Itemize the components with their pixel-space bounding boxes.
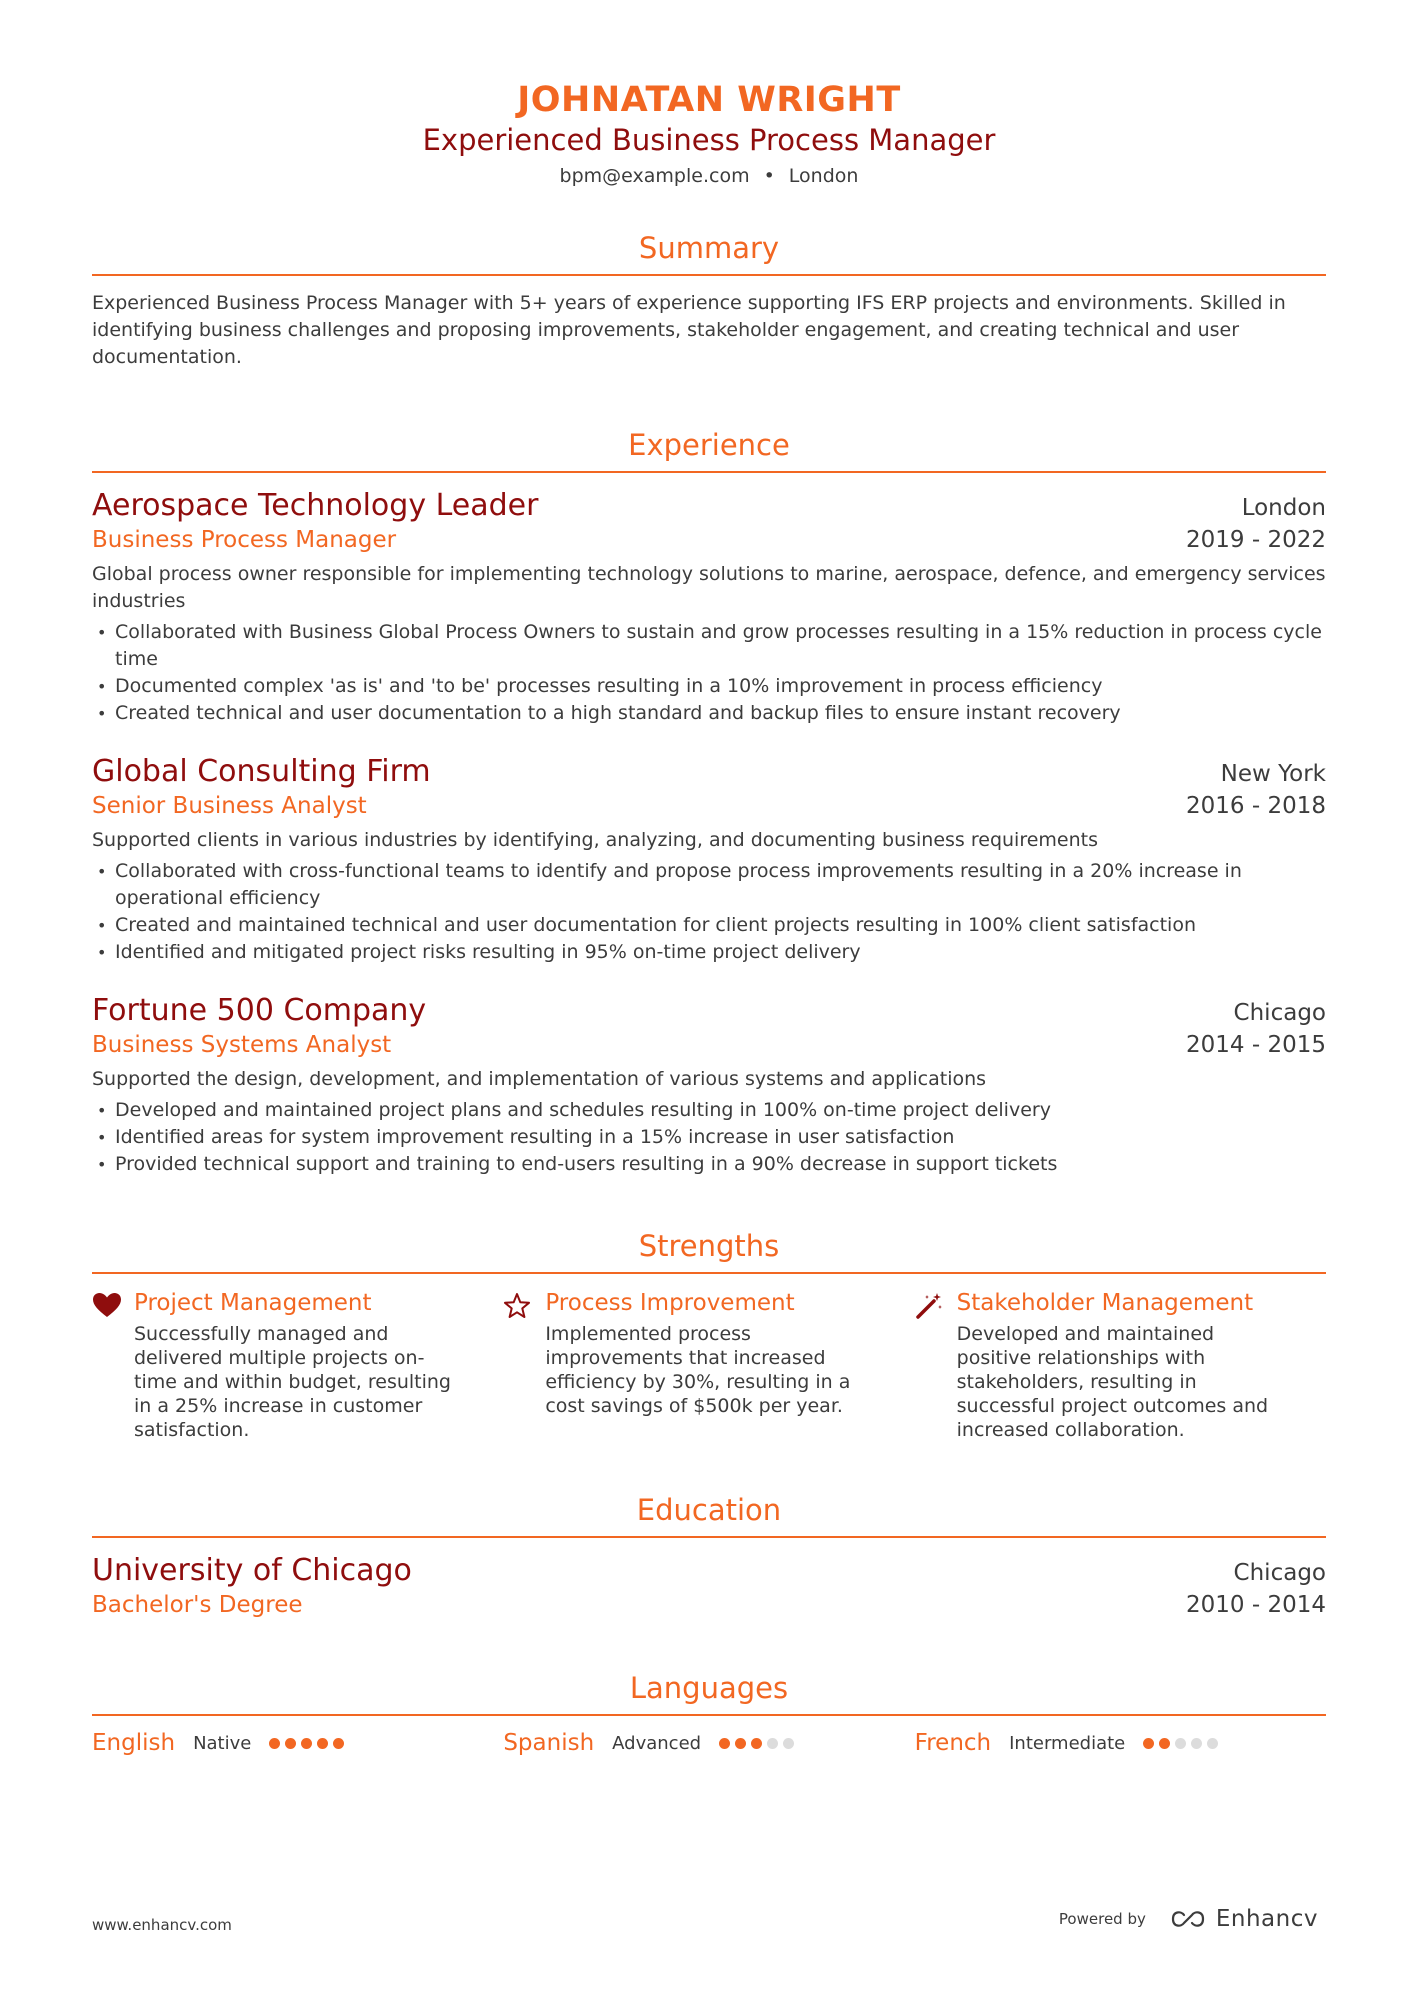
education-section [92, 1492, 1326, 1620]
rating-dot-filled [1159, 1738, 1170, 1749]
job-location: London [1241, 495, 1326, 521]
job-bullet: • Created and maintained technical and user documentation for client projects resulting in 100% client satisfaction [92, 912, 1326, 939]
job-title: Senior Business Analyst [92, 793, 367, 819]
language-rating [269, 1738, 349, 1749]
job-dates: 2014 - 2015 [1186, 1032, 1326, 1058]
language-item [503, 1728, 914, 1758]
language-level: Advanced [612, 1732, 702, 1754]
heart-icon [92, 1288, 134, 1326]
rating-dot-filled [333, 1738, 344, 1749]
summary-text: Experienced Business Process Manager with 5+ years of experience supporting IFS ERP projects and environments. Skilled in identifying business challenges and proposing improvements, stakeholder engagement, and creating technical and user documentation. [92, 292, 1286, 368]
experience-title: Experience [628, 428, 790, 462]
language-level: Native [193, 1732, 252, 1754]
job-dates: 2019 - 2022 [1186, 527, 1326, 553]
education-dates: 2010 - 2014 [1186, 1592, 1326, 1618]
rating-dot-empty [783, 1738, 794, 1749]
brand-name: Enhancv [1215, 1906, 1318, 1932]
strength-text: Implemented process improvements that increased efficiency by 30%, resulting in a cost savings of $500k per year. [545, 1323, 851, 1417]
rating-dot-filled [285, 1738, 296, 1749]
education-title: Education [636, 1493, 782, 1527]
job-title: Business Systems Analyst [92, 1032, 392, 1058]
strength-item [503, 1288, 914, 1442]
language-rating [719, 1738, 799, 1749]
language-name: English [92, 1730, 176, 1756]
strength-text: Successfully managed and delivered multiple projects on-time and within budget, resulting in a 25% increase in customer satisfaction. [134, 1323, 451, 1441]
strength-title: Stakeholder Management [956, 1290, 1254, 1316]
job-bullets [92, 1097, 1326, 1178]
rating-dot-filled [719, 1738, 730, 1749]
school-location: Chicago [1233, 1560, 1326, 1586]
experience-entry [92, 992, 1326, 1178]
enhancv-logo-icon [1170, 1909, 1206, 1929]
language-rating [1143, 1738, 1223, 1749]
experience-entry [92, 753, 1326, 966]
job-bullet: • Developed and maintained project plans and schedules resulting in 100% on-time project delivery [92, 1097, 1326, 1124]
job-bullet: • Collaborated with Business Global Process Owners to sustain and grow processes resulting in a 15% reduction in process cycle time [92, 619, 1326, 673]
section-divider [92, 274, 1326, 276]
rating-dot-filled [751, 1738, 762, 1749]
summary-section [92, 230, 1326, 371]
strengths-section [92, 1228, 1326, 1442]
section-divider [92, 1272, 1326, 1274]
resume-header [92, 78, 1326, 188]
languages-section [92, 1670, 1326, 1758]
job-bullet: • Provided technical support and training to end-users resulting in a 90% decrease in support tickets [92, 1151, 1326, 1178]
job-bullet: • Documented complex 'as is' and 'to be' processes resulting in a 10% improvement in process efficiency [92, 673, 1326, 700]
language-level: Intermediate [1009, 1732, 1126, 1754]
job-description: Global process owner responsible for implementing technology solutions to marine, aerospace, defence, and emergency services industries [92, 563, 1326, 612]
job-title: Business Process Manager [92, 527, 397, 553]
job-bullet: • Collaborated with cross-functional teams to identify and propose process improvements resulting in a 20% increase in operational efficiency [92, 858, 1326, 912]
rating-dot-filled [317, 1738, 328, 1749]
job-description: Supported clients in various industries by identifying, analyzing, and documenting business requirements [92, 829, 1098, 851]
experience-entry [92, 487, 1326, 727]
candidate-headline: Experienced Business Process Manager [422, 123, 996, 157]
job-bullet: • Created technical and user documentation to a high standard and backup files to ensure instant recovery [92, 700, 1326, 727]
rating-dot-filled [269, 1738, 280, 1749]
strength-text: Developed and maintained positive relationships with stakeholders, resulting in successful project outcomes and increased collaboration. [956, 1323, 1269, 1441]
job-bullet: • Identified areas for system improvement resulting in a 15% increase in user satisfaction [92, 1124, 1326, 1151]
section-divider [92, 1536, 1326, 1538]
rating-dot-empty [1175, 1738, 1186, 1749]
enhancv-logo[interactable] [1170, 1906, 1318, 1932]
contact-location: London [788, 165, 859, 187]
contact-separator: • [763, 165, 775, 187]
rating-dot-filled [1143, 1738, 1154, 1749]
job-bullets [92, 619, 1326, 727]
section-divider [92, 1714, 1326, 1716]
rating-dot-empty [767, 1738, 778, 1749]
footer-branding [1059, 1906, 1318, 1932]
degree: Bachelor's Degree [92, 1592, 303, 1618]
company-name: Global Consulting Firm [92, 754, 431, 789]
job-dates: 2016 - 2018 [1186, 793, 1326, 819]
education-entry [92, 1552, 1326, 1620]
star-icon [503, 1288, 545, 1326]
experience-section [92, 427, 1326, 1178]
resume-content [92, 78, 1326, 1758]
job-description: Supported the design, development, and implementation of various systems and applications [92, 1068, 987, 1090]
strengths-title: Strengths [638, 1229, 780, 1263]
magic-wand-icon [915, 1288, 957, 1326]
strength-title: Project Management [134, 1290, 372, 1316]
rating-dot-empty [1191, 1738, 1202, 1749]
language-name: French [914, 1730, 992, 1756]
section-divider [92, 471, 1326, 473]
languages-title: Languages [629, 1671, 789, 1705]
powered-by-label: Powered by [1058, 1910, 1146, 1928]
candidate-name: JOHNATAN WRIGHT [517, 80, 901, 120]
job-bullets [92, 858, 1326, 966]
job-bullet: • Identified and mitigated project risks resulting in 95% on-time project delivery [92, 939, 1326, 966]
summary-title: Summary [638, 231, 780, 265]
job-location: New York [1220, 761, 1326, 787]
company-name: Fortune 500 Company [92, 993, 427, 1028]
strength-item [915, 1288, 1326, 1442]
footer-website[interactable]: www.enhancv.com [92, 1916, 232, 1934]
language-item [915, 1728, 1326, 1758]
language-item [92, 1728, 503, 1758]
strength-title: Process Improvement [545, 1290, 795, 1316]
language-name: Spanish [503, 1730, 595, 1756]
contact-line [92, 164, 1326, 188]
contact-email[interactable]: bpm@example.com [559, 165, 750, 187]
rating-dot-filled [735, 1738, 746, 1749]
rating-dot-filled [301, 1738, 312, 1749]
school-name: University of Chicago [92, 1553, 412, 1588]
strength-item [92, 1288, 503, 1442]
job-location: Chicago [1233, 1000, 1326, 1026]
rating-dot-empty [1207, 1738, 1218, 1749]
company-name: Aerospace Technology Leader [92, 488, 539, 523]
